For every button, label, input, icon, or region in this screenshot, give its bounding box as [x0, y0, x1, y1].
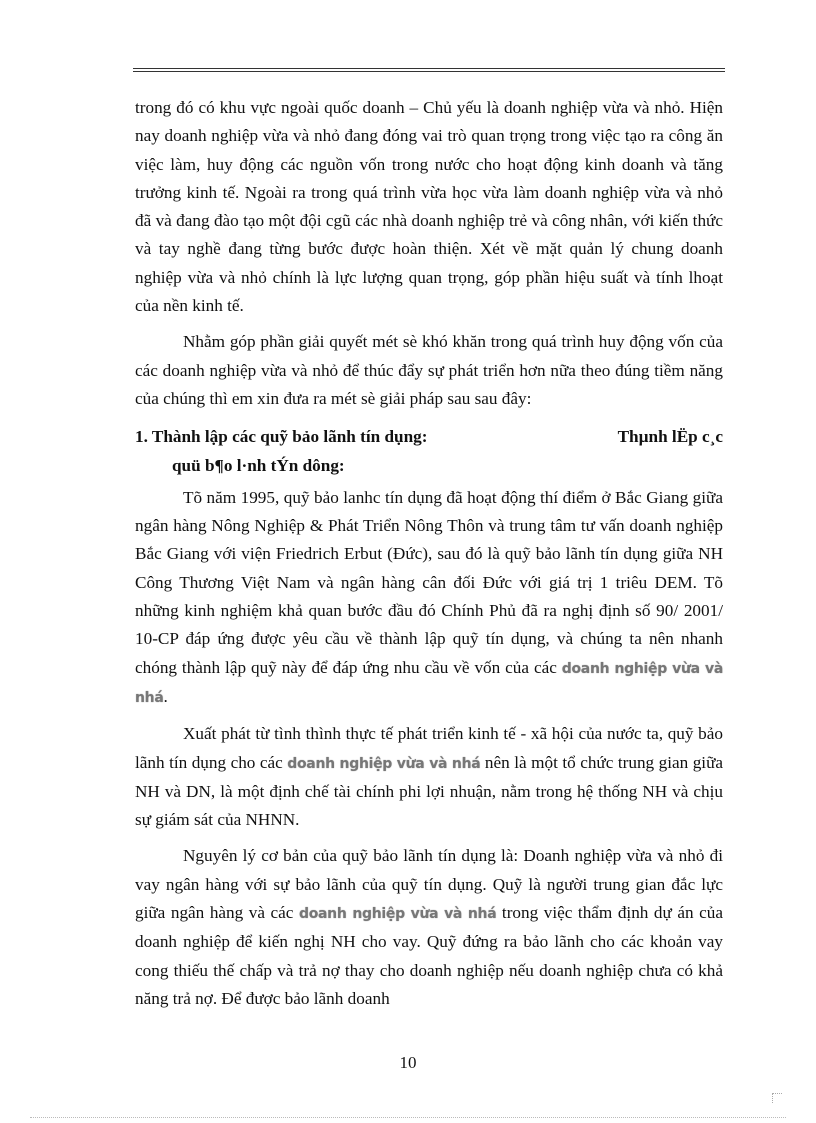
section-heading	[135, 423, 723, 451]
section-heading-garbled: Thµnh lËp c¸c	[617, 427, 723, 447]
paragraph-3-highlight: doanh nghiệp vừa và nhá	[135, 660, 724, 706]
paragraph-3-end: .	[163, 686, 168, 706]
paragraph-4-highlight: doanh nghiệp vừa và nhá	[287, 755, 481, 772]
paragraph-5-text-a: Nguyên lý cơ bản của quỹ bảo lãnh tín dụng là: Doanh nghiệp vừa và nhỏ đi vay ngân hàng với sự bảo lãnh của quỹ tín dụng. Quỹ là người trung gian đắc lực giữa ngân hàng và các	[135, 846, 723, 923]
section-heading-garbled-line2: quü b¶o l·nh tÝn dông:	[172, 455, 345, 475]
paragraph-3-text: Tõ năm 1995, quỹ bảo lanhc tín dụng đã hoạt động thí điểm ở Bắc Giang giữa ngân hàng Nông Nghiệp & Phát Triển Nông Thôn và trung tâm tư vấn doanh nghiệp Bắc Giang với viện Friedrich Erbut (Đức), sau đó là quỹ bảo lãnh tín dụng giữa NH Công Thương Việt Nam và ngân hàng cân đối Đức với giá trị 1 triêu DEM. Tõ những kinh nghiệm khả quan bước đầu đó Chính Phủ đã ra nghị định số 90/ 2001/ 10-CP đáp ứng được yêu cầu về thành lập quỹ tín dụng, và chúng ta nên nhanh chóng thành lập quỹ này để đáp ứng nhu cầu về vốn của các	[135, 487, 723, 677]
section-heading-title: 1. Thành lập các quỹ bảo lãnh tín dụng:	[135, 427, 428, 447]
paragraph-1: trong đó có khu vực ngoài quốc doanh – Chủ yếu là doanh nghiệp vừa và nhỏ. Hiện nay doanh nghiệp vừa và nhỏ đang đóng vai trò quan trọng trong việc tạo ra công ăn việc làm, huy động các nguồn vốn trong nước cho hoạt động kinh doanh và tăng trưởng kinh tế. Ngoài ra trong quá trình vừa học vừa làm doanh nghiệp vừa và nhỏ đã và đang đào tạo một đội cgũ các nhà doanh nghiệp trẻ và công nhân, với kiến thức và tay nghề đang từng bước được hoàn thiện. Xét về mặt quản lý chung doanh nghiệp vừa và nhỏ chính là lực lượng quan trọng, góp phần hiệu suất và tính lhoạt của nền kinh tế.	[135, 98, 723, 316]
header-rule-top	[133, 68, 725, 69]
page-bottom-border	[30, 1117, 786, 1118]
page-corner-mark	[772, 1093, 782, 1103]
paragraph-3	[135, 484, 723, 712]
header-rule-bottom	[133, 71, 725, 72]
paragraph-4-text-a: Xuất phát từ tình thình thực tế phát triển kinh tế - xã hội của nước ta, quỹ bảo lãnh tín dụng cho các	[135, 724, 723, 772]
paragraph-4-text-b: nên là một tổ chức trung gian giữa NH và DN, là một định chế tài chính phi lợi nhuận, nằm trong hệ thống NH và chịu sự giám sát của NHNN.	[135, 752, 724, 830]
page-number: 10	[399, 1053, 417, 1072]
paragraph-5-highlight: doanh nghiệp vừa và nhá	[298, 906, 497, 923]
document-body	[135, 94, 723, 1021]
paragraph-4	[135, 720, 723, 834]
paragraph-5	[135, 842, 723, 1013]
paragraph-2: Nhằm góp phần giải quyết mét sè khó khăn trong quá trình huy động vốn của các doanh nghiệp vừa và nhỏ để thúc đẩy sự phát triển hơn nữa theo đúng tiềm năng của chúng thì em xin đưa ra mét sè giải pháp sau sau đây:	[135, 332, 723, 408]
paragraph-5-text-b: trong việc thẩm định dự án của doanh nghiệp để kiến nghị NH cho vay. Quỹ đứng ra bảo lãnh cho các khoản vay cong thiếu thế chấp và trả nợ thay cho doanh nghiệp nếu doanh nghiệp chưa có khả năng trả nợ. Để được bảo lãnh doanh	[135, 903, 724, 1008]
